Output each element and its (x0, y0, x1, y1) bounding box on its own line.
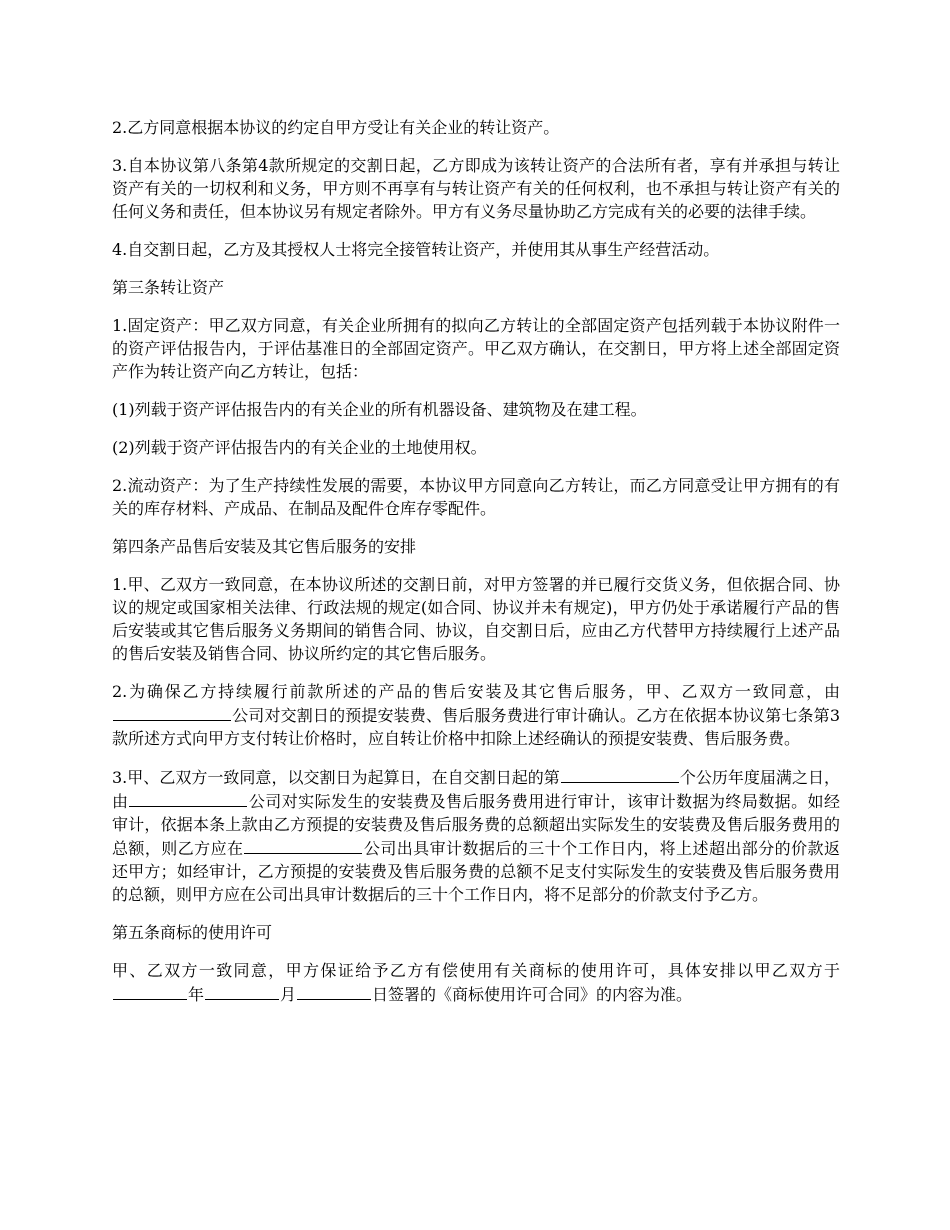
document-page (112, 112, 840, 1021)
fill-in-blank-month[interactable] (205, 982, 279, 1000)
fill-in-blank-year[interactable] (113, 982, 187, 1000)
paragraph-4-2-text-a: 2.为确保乙方持续履行前款所述的产品的售后安装及其它售后服务，甲、乙双方一致同意，由 (112, 682, 840, 701)
heading-article-3: 第三条转让资产 (112, 278, 225, 297)
paragraph-5 (112, 959, 840, 1006)
paragraph-3-1-1: (1)列载于资产评估报告内的有关企业的所有机器设备、建筑物及在建工程。 (112, 400, 647, 419)
paragraph-4-3-text-c: 公司对实际发生的安装费及售后服务费用进行审计，该审计数据为终局数据。如经审计，依据本条上款由乙方预提的安装费及售后服务费的总额超出实际发生的安装费及售后服务费用的总额，则乙方应在 (112, 792, 840, 858)
paragraph-4-1: 1.甲、乙双方一致同意，在本协议所述的交割日前，对甲方签署的并已履行交货义务，但依据合同、协议的规定或国家相关法律、行政法规的规定(如合同、协议并未有规定)，甲方仍处于承诺履行产品的售后安装或其它售后服务义务期间的销售合同、协议，自交割日后，应由乙方代替甲方持续履行上述产品的售后安装及销售合同、协议所约定的其它售后服务。 (112, 575, 840, 663)
fill-in-blank-company[interactable] (113, 703, 231, 721)
paragraph-5-text-a: 甲、乙双方一致同意，甲方保证给予乙方有偿使用有关商标的使用许可，具体安排以甲乙双方于 (112, 961, 840, 980)
paragraph-5-text-b: 日签署的《商标使用许可合同》的内容为准。 (372, 985, 693, 1004)
fill-in-blank-year-count[interactable] (561, 765, 679, 783)
paragraph-2-2: 2.乙方同意根据本协议的约定自甲方受让有关企业的转让资产。 (112, 118, 560, 137)
paragraph-4-3-text-a: 3.甲、乙双方一致同意，以交割日为起算日，在自交割日起的第 (112, 768, 560, 787)
paragraph-2-4: 4.自交割日起，乙方及其授权人士将完全接管转让资产，并使用其从事生产经营活动。 (112, 240, 720, 259)
heading-article-5: 第五条商标的使用许可 (112, 923, 273, 942)
paragraph-4-3 (112, 765, 840, 906)
paragraph-4-3-text-b: 个公历年度届满之日，由 (112, 768, 840, 811)
paragraph-3-1: 1.固定资产：甲乙双方同意，有关企业所拥有的拟向乙方转让的全部固定资产包括列载于本协议附件一的资产评估报告内，于评估基准日的全部固定资产。甲乙双方确认，在交割日，甲方将上述全部固定资产作为转让资产向乙方转让，包括： (112, 316, 840, 381)
paragraph-4-3-text-d: 公司出具审计数据后的三十个工作日内，将上述超出部分的价款返还甲方；如经审计，乙方预提的安装费及售后服务费的总额不足支付实际发生的安装费及售后服务费用的总额，则甲方应在公司出具审计数据后的三十个工作日内，将不足部分的价款支付予乙方。 (112, 839, 840, 904)
paragraph-3-2: 2.流动资产：为了生产持续性发展的需要，本协议甲方同意向乙方转让，而乙方同意受让甲方拥有的有关的库存材料、产成品、在制品及配件仓库存零配件。 (112, 476, 840, 518)
paragraph-4-2 (112, 680, 840, 750)
paragraph-5-year-label: 年 (188, 985, 205, 1004)
fill-in-blank-day[interactable] (297, 982, 371, 1000)
paragraph-3-1-2: (2)列载于资产评估报告内的有关企业的土地使用权。 (112, 438, 487, 457)
fill-in-blank-report-company[interactable] (244, 836, 362, 854)
paragraph-2-3: 3.自本协议第八条第4款所规定的交割日起，乙方即成为该转让资产的合法所有者，享有并承担与转让资产有关的一切权利和义务，甲方则不再享有与转让资产有关的任何权利，也不承担与转让资产有关的任何义务和责任，但本协议另有规定者除外。甲方有义务尽量协助乙方完成有关的必要的法律手续。 (112, 156, 840, 221)
heading-article-4: 第四条产品售后安装及其它售后服务的安排 (112, 537, 417, 556)
paragraph-4-2-text-b: 公司对交割日的预提安装费、售后服务费进行审计确认。乙方在依据本协议第七条第3款所述方式向甲方支付转让价格时，应自转让价格中扣除上述经确认的预提安装费、售后服务费。 (112, 706, 840, 748)
fill-in-blank-audit-company[interactable] (129, 789, 247, 807)
paragraph-5-month-label: 月 (280, 985, 297, 1004)
